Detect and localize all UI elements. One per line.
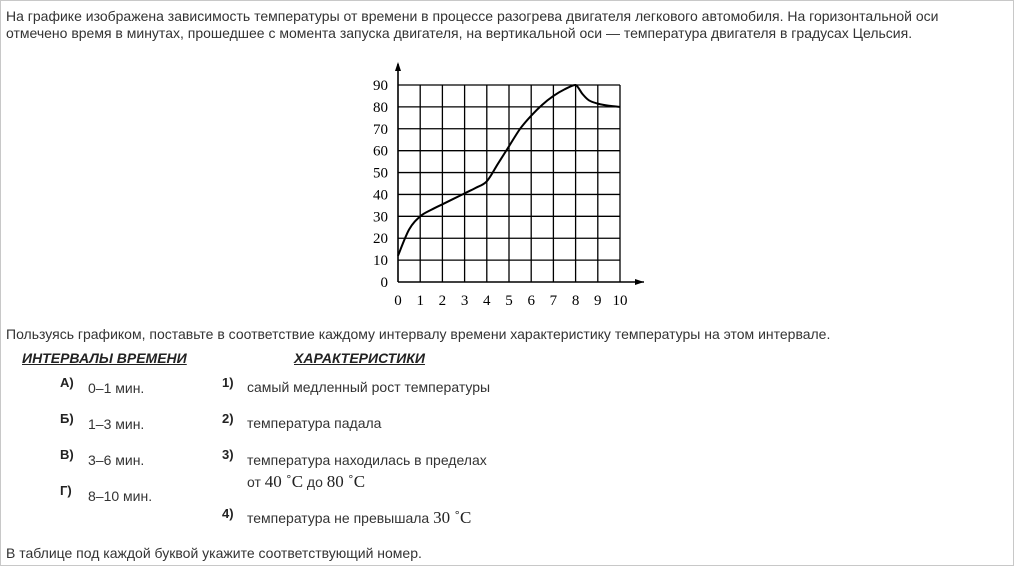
y-tick-label-40: 40 [373, 187, 388, 204]
interval-letter-v: В) [60, 447, 74, 462]
intro-text [6, 8, 1006, 42]
footer-text: В таблице под каждой буквой укажите соответствующий номер. [6, 545, 422, 561]
intervals-heading: ИНТЕРВАЛЫ ВРЕМЕНИ [22, 350, 187, 366]
char-4-val-30: 30 ˚C [433, 508, 472, 527]
char-3-to: до [306, 474, 323, 490]
characteristic-num-2: 2) [222, 411, 234, 426]
y-tick-label-70: 70 [373, 121, 388, 138]
x-tick-label-0: 0 [394, 293, 402, 309]
y-tick-label-20: 20 [373, 231, 388, 248]
y-tick-label-90: 90 [373, 78, 388, 94]
characteristic-1: самый медленный рост температуры [247, 379, 491, 395]
char-3-val-40: 40 ˚C [264, 472, 304, 491]
x-tick-label-7: 7 [549, 293, 558, 309]
chart-svg [364, 58, 648, 311]
y-tick-label-80: 80 [373, 99, 388, 116]
interval-g: 8–10 мин. [88, 488, 153, 504]
temperature-graph [364, 58, 648, 311]
interval-b: 1–3 мин. [88, 416, 145, 432]
x-tick-label-3: 3 [460, 293, 469, 309]
interval-letter-b: Б) [60, 411, 74, 426]
intro-line-2: отмечено время в минутах, прошедшее с момента запуска двигателя, на вертикальной оси — температура двигателя в градусах Цельсия. [6, 25, 913, 41]
y-tick-label-0: 0 [380, 275, 388, 291]
characteristic-num-4: 4) [222, 506, 234, 521]
intro-line-1: На графике изображена зависимость температуры от времени в процессе разогрева двигателя легкового автомобиля. На горизонтальной оси [6, 8, 939, 24]
interval-letter-a: А) [60, 375, 74, 390]
x-tick-label-9: 9 [594, 293, 602, 309]
interval-v: 3–6 мин. [88, 452, 145, 468]
x-tick-label-10: 10 [612, 293, 628, 309]
characteristic-2: температура падала [247, 415, 382, 431]
y-tick-label-30: 30 [373, 209, 388, 226]
x-tick-label-2: 2 [438, 293, 447, 309]
characteristic-3-line-2 [247, 471, 487, 493]
char-3-val-80: 80 ˚C [326, 472, 366, 491]
characteristic-4 [247, 507, 471, 529]
char-3-from: от [247, 474, 261, 490]
characteristics-heading: ХАРАКТЕРИСТИКИ [294, 350, 425, 366]
y-tick-label-10: 10 [373, 253, 388, 270]
characteristic-3-line-1: температура находилась в пределах [247, 452, 487, 468]
x-axis-arrow [635, 279, 644, 285]
characteristic-3 [247, 450, 487, 493]
characteristic-num-1: 1) [222, 375, 234, 390]
x-tick-label-1: 1 [416, 293, 424, 309]
x-tick-label-6: 6 [527, 293, 535, 309]
char-4-text: температура не превышала [247, 510, 430, 526]
x-tick-label-5: 5 [505, 293, 513, 309]
prompt-text: Пользуясь графиком, поставьте в соответствие каждому интервалу времени характеристику температуры на этом интервале. [6, 326, 831, 342]
x-tick-label-8: 8 [571, 293, 580, 309]
interval-a: 0–1 мин. [88, 380, 145, 396]
y-tick-label-50: 50 [373, 165, 388, 182]
interval-letter-g: Г) [60, 483, 72, 498]
x-tick-label-4: 4 [483, 293, 491, 309]
y-tick-label-60: 60 [373, 143, 388, 160]
characteristic-num-3: 3) [222, 447, 234, 462]
y-axis-arrow [395, 62, 401, 71]
